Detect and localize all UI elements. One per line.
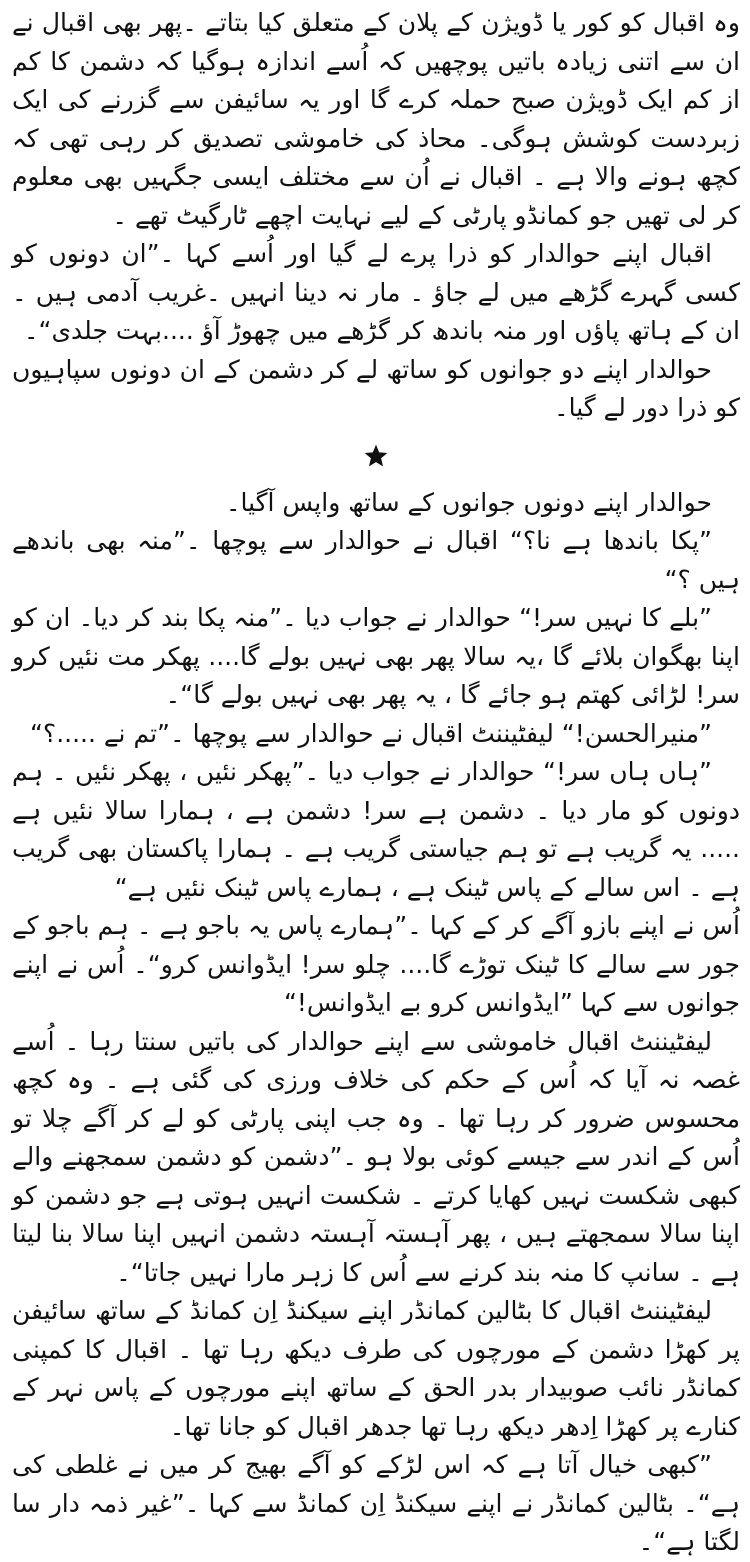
paragraph: اقبال اپنے حوالدار کو ذرا پرے لے گیا اور اُسے کہا ۔”ان دونوں کو کسی گہرے گڑھے میں لے جاؤ ۔ مار نہ دینا انہیں ۔غریب آدمی ہیں ۔ ان کے ہاتھ پاؤں اور منہ باندھ کر گڑھے میں چھوڑ آؤ ....بہت جلدی“۔ bbox=[12, 239, 740, 345]
star-icon bbox=[363, 443, 389, 469]
paragraph: ”کبھی خیال آتا ہے کہ اس لڑکے کو آگے بھیج کر میں نے غلطی کی ہے“۔ بٹالین کمانڈر نے اپنے سیکنڈ اِن کمانڈ سے کہا ۔”غیر ذمہ دار سا لگتا ہے“۔ bbox=[12, 1450, 740, 1556]
paragraph: حوالدار اپنے دو جوانوں کو ساتھ لے کر دشمن کے ان دونوں سپاہیوں کو ذرا دور لے گیا۔ bbox=[12, 354, 740, 422]
paragraph: ”منیرالحسن!“ لیفٹیننٹ اقبال نے حوالدار سے پوچھا ۔”تم نے .....؟“ bbox=[29, 718, 712, 748]
paragraph: لیفٹیننٹ اقبال خاموشی سے اپنے حوالدار کی باتیں سنتا رہا ۔ اُسے غصہ نہ آیا کہ اُس کے حکم کی خلاف ورزی کی گئی ہے ۔ وہ کچھ محسوس ضرور کر رہا تھا ۔ وہ جب اپنی پارٹی کو لے کر آگے چلا تو اُس کے اندر سے جیسے کوئی بولا ہو ۔”دشمن کو دشمن سمجھنے والے کبھی شکست نہیں کھایا کرتے ۔ شکست انہیں ہوتی ہے جو دشمن کو اپنا سالا سمجھتے ہیں ، پھر آہستہ آہستہ دشمن انہیں اپنا سالا بنا لیتا ہے ۔ سانپ کا منہ بند کرنے سے اُس کا زہر مارا نہیں جاتا“۔ bbox=[12, 1026, 740, 1287]
paragraph: ”بلے کا نہیں سر!“ حوالدار نے جواب دیا ۔”منہ پکا بند کر دیا۔ ان کو اپنا بھگوان بلائے گا ،یہ سالا پھر بھی نہیں بولے گا.... پھکر مت نئیں کرو سر! لڑائی کھتم ہو جائے گا ، یہ پھر بھی نہیں بولے گا“۔ bbox=[12, 603, 740, 709]
paragraph: ”ہاں ہاں سر!“ حوالدار نے جواب دیا ۔”پھکر نئیں ، پھکر نئیں ۔ ہم دونوں کو مار دیا ۔ دشمن ہے سر! دشمن ہے ، ہمارا سالا نئیں ہے ..... یہ گریب ہے تو ہم جیاستی گریب ہے ۔ ہمارا پاکستان بھی گریب ہے ۔ اس سالے کے پاس ٹینک ہے ، ہمارے پاس ٹینک نئیں ہے“ bbox=[12, 757, 740, 902]
paragraph: وہ اقبال کو کور یا ڈویژن کے پلان کے متعلق کیا بتاتے ۔پھر بھی اقبال نے ان سے اتنی زیادہ باتیں پوچھیں کہ اُسے اندازہ ہوگیا کہ دشمن کا کم از کم ایک ڈویژن صبح حملہ کرے گا اور یہ سائیفن سے گزرنے کی ایک زبردست کوشش ہوگی۔ محاذ کی خاموشی تصدیق کر رہی تھی کہ کچھ ہونے والا ہے ۔ اقبال نے اُن سے مختلف ایسی جگہیں بھی معلوم کر لی تھیں جو کمانڈو پارٹی کے لیے نہایت اچھے ٹارگیٹ تھے ۔ bbox=[12, 8, 740, 230]
paragraph: لیفٹیننٹ اقبال کا بٹالین کمانڈر اپنے سیکنڈ اِن کمانڈ کے ساتھ سائیفن پر کھڑا دشمن کے مورچوں کی طرف دیکھ رہا تھا ۔ اقبال کا کمپنی کمانڈر نائب صوبیدار بدر الحق کے ساتھ اپنے مورچوں کے پاس نہر کے کنارے پر کھڑا اِدھر دیکھ رہا تھا جدھر اقبال کو جانا تھا۔ bbox=[12, 1296, 740, 1441]
section-separator bbox=[12, 428, 740, 484]
paragraph: اُس نے اپنے بازو آگے کر کے کہا ۔”ہمارے پاس یہ باجو ہے ۔ ہم باجو کے جور سے سالے کا ٹینک توڑے گا.... چلو سر! ایڈوانس کرو“۔ اُس نے اپنے جوانوں سے کہا ”ایڈوانس کرو بے ایڈوانس!“ bbox=[12, 911, 740, 1017]
paragraph: ”پکا باندھا ہے نا؟“ اقبال نے حوالدار سے پوچھا ۔”منہ بھی باندھے ہیں ؟“ bbox=[12, 526, 740, 594]
paragraph: حوالدار اپنے دونوں جوانوں کے ساتھ واپس آگیا۔ bbox=[225, 487, 712, 517]
